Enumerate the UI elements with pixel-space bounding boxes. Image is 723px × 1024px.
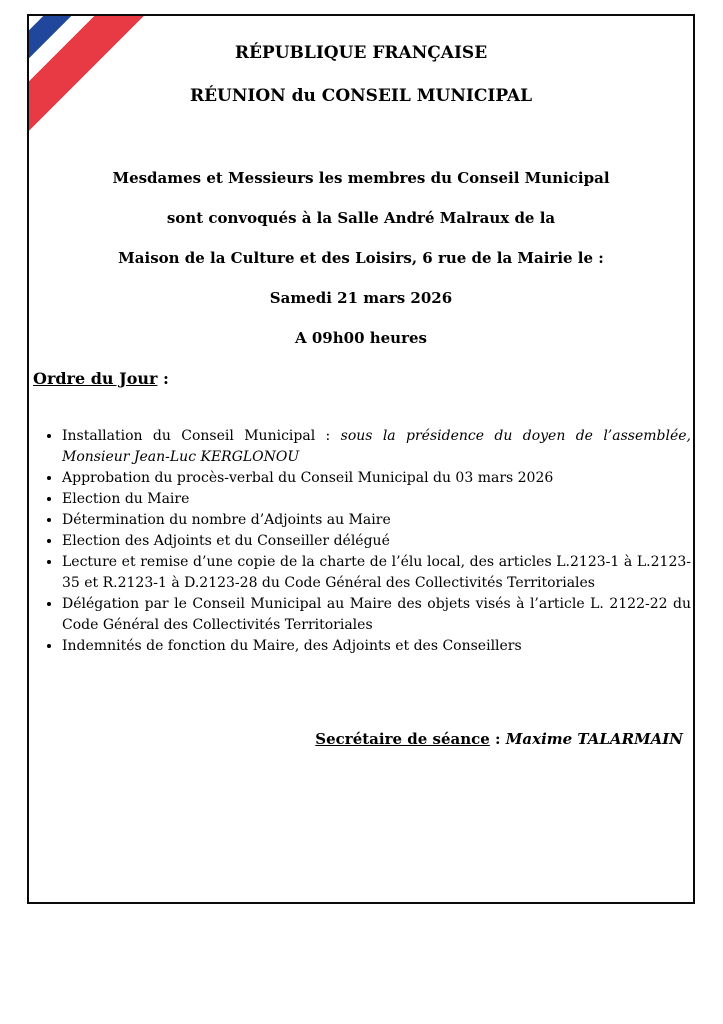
agenda-item-installation <box>62 426 691 468</box>
agenda-item-text: Indemnités de fonction du Maire, des Adjoints et des Conseillers <box>62 638 522 654</box>
agenda-item-approbation <box>62 468 691 489</box>
secretary-name: Maxime TALARMAIN <box>505 730 683 748</box>
convocation-intro <box>29 169 693 347</box>
intro-line-date: Samedi 21 mars 2026 <box>269 289 453 307</box>
secretary-line <box>29 729 683 749</box>
agenda-item-text: Installation du Conseil Municipal : <box>62 428 341 444</box>
agenda-item-italic-text: sous la présidence du doyen de l’assemblée, Monsieur Jean-Luc KERGLONOU <box>62 428 691 465</box>
agenda-item-nombre-adjoints <box>62 510 691 531</box>
agenda-item-text: Election du Maire <box>62 491 190 507</box>
agenda-item-indemnites <box>62 636 691 657</box>
agenda-item-delegation <box>62 594 691 636</box>
intro-line-time: A 09h00 heures <box>295 329 427 347</box>
secretary-colon: : <box>489 730 506 748</box>
agenda-item-election-maire <box>62 489 691 510</box>
agenda-heading-label: Ordre du Jour <box>33 369 158 388</box>
agenda-item-lecture-charte <box>62 552 691 594</box>
secretary-label: Secrétaire de séance <box>315 730 490 748</box>
agenda-list <box>29 426 691 657</box>
agenda-item-election-adjoints <box>62 531 691 552</box>
agenda-item-text: Approbation du procès-verbal du Conseil Municipal du 03 mars 2026 <box>62 470 554 486</box>
document-header <box>29 16 693 107</box>
agenda-heading-colon: : <box>157 369 169 388</box>
agenda-item-text: Election des Adjoints et du Conseiller délégué <box>62 533 390 549</box>
intro-line-venue: sont convoqués à la Salle André Malraux de la <box>166 209 556 227</box>
agenda-item-text: Délégation par le Conseil Municipal au Maire des objets visés à l’article L. 2122-22 du Code Général des Collectivités Territoriales <box>62 596 691 633</box>
title-republique: RÉPUBLIQUE FRANÇAISE <box>234 43 488 63</box>
title-reunion: RÉUNION du CONSEIL MUNICIPAL <box>189 86 533 106</box>
agenda-item-text: Lecture et remise d’une copie de la charte de l’élu local, des articles L.2123-1 à L.2123-35 et R.2123-1 à D.2123-28 du Code Général des Collectivités Territoriales <box>62 554 691 591</box>
intro-line-address: Maison de la Culture et des Loisirs, 6 rue de la Mairie le : <box>118 249 604 267</box>
agenda-item-text: Détermination du nombre d’Adjoints au Maire <box>62 512 391 528</box>
agenda-heading <box>33 369 693 389</box>
convocation-document <box>27 14 695 904</box>
intro-line-members: Mesdames et Messieurs les membres du Conseil Municipal <box>112 169 610 187</box>
